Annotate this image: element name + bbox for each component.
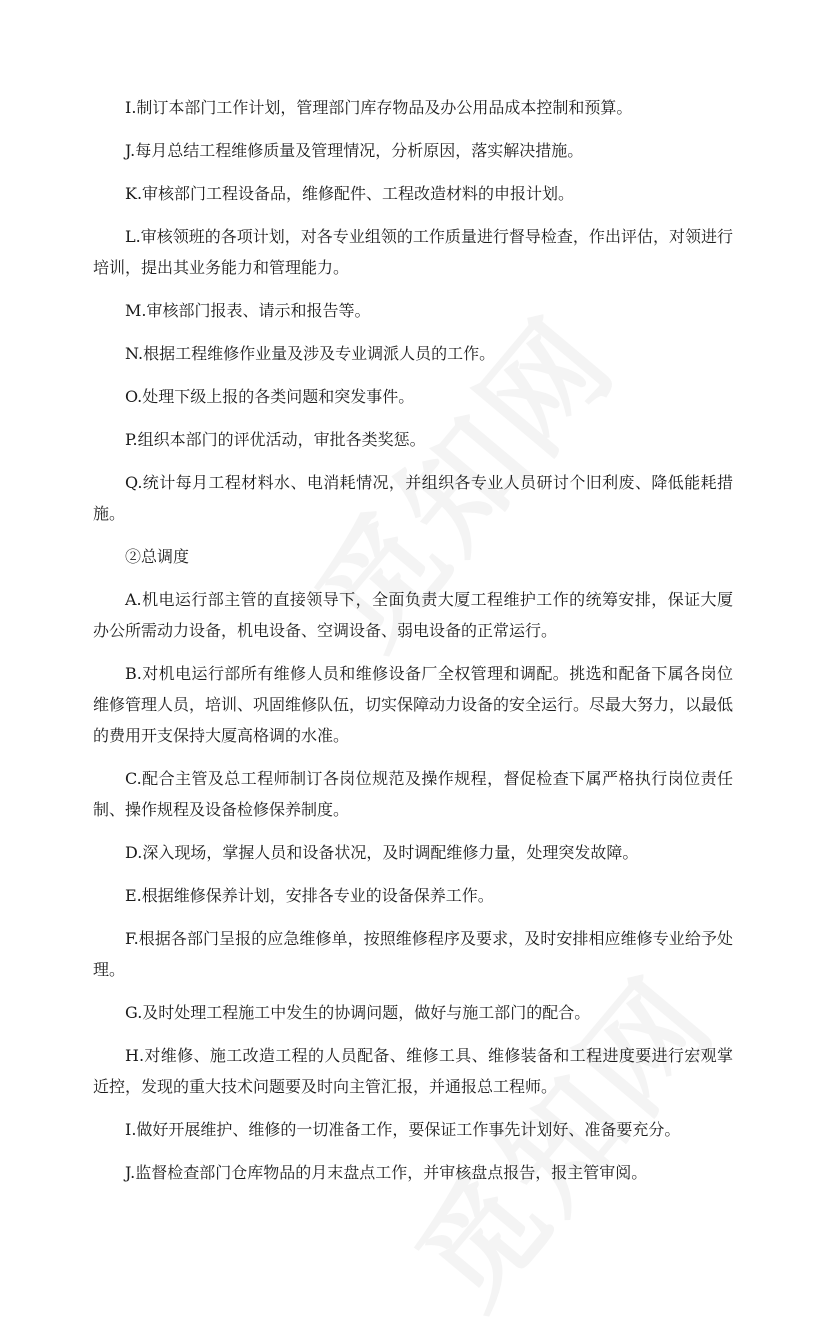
paragraph-item-i: I.制订本部门工作计划，管理部门库存物品及办公用品成本控制和预算。: [125, 98, 633, 117]
paragraph-item-g: G.及时处理工程施工中发生的协调问题，做好与施工部门的配合。: [125, 1003, 591, 1022]
paragraph-item-n: N.根据工程维修作业量及涉及专业调派人员的工作。: [125, 344, 496, 363]
paragraph-item-i2: I.做好开展维护、维修的一切准备工作，要保证工作事先计划好、准备要充分。: [125, 1120, 681, 1139]
paragraph-item-c: C.配合主管及总工程师制订各岗位规范及操作规程，督促检查下属严格执行岗位责任制、操作规程及设备检修保养制度。: [93, 769, 733, 819]
document-body: [93, 92, 733, 1188]
paragraph-item-j2: J.监督检查部门仓库物品的月末盘点工作，并审核盘点报告，报主管审阅。: [125, 1163, 648, 1182]
paragraph-item-e: E.根据维修保养计划，安排各专业的设备保养工作。: [125, 886, 494, 905]
paragraph-item-d: D.深入现场，掌握人员和设备状况，及时调配维修力量，处理突发故障。: [125, 843, 639, 862]
paragraph-item-j: J.每月总结工程维修质量及管理情况，分析原因，落实解决措施。: [125, 141, 584, 160]
paragraph-item-m: M.审核部门报表、请示和报告等。: [125, 301, 371, 320]
paragraph-item-q: Q.统计每月工程材料水、电消耗情况，并组织各专业人员研讨个旧利废、降低能耗措施。: [93, 473, 733, 523]
paragraph-item-o: O.处理下级上报的各类问题和突发事件。: [125, 387, 415, 406]
paragraph-item-h: H.对维修、施工改造工程的人员配备、维修工具、维修装备和工程进度要进行宏观掌近控，发现的重大技术问题要及时向主管汇报，并通报总工程师。: [93, 1046, 733, 1096]
paragraph-item-a: A.机电运行部主管的直接领导下，全面负责大厦工程维护工作的统筹安排，保证大厦办公所需动力设备，机电设备、空调设备、弱电设备的正常运行。: [93, 590, 733, 640]
section-heading: ②总调度: [125, 547, 190, 566]
paragraph-item-f: F.根据各部门呈报的应急维修单，按照维修程序及要求，及时安排相应维修专业给予处理。: [93, 929, 733, 979]
paragraph-item-b: B.对机电运行部所有维修人员和维修设备厂全权管理和调配。挑选和配备下属各岗位维修管理人员，培训、巩固维修队伍，切实保障动力设备的安全运行。尽最大努力，以最低的费用开支保持大厦高格调的水准。: [93, 664, 734, 745]
paragraph-item-l: L.审核领班的各项计划，对各专业组领的工作质量进行督导检查，作出评估，对领进行培训，提出其业务能力和管理能力。: [93, 227, 733, 277]
paragraph-item-k: K.审核部门工程设备品，维修配件、工程改造材料的申报计划。: [125, 184, 575, 203]
paragraph-item-p: P.组织本部门的评优活动，审批各类奖惩。: [125, 430, 426, 449]
